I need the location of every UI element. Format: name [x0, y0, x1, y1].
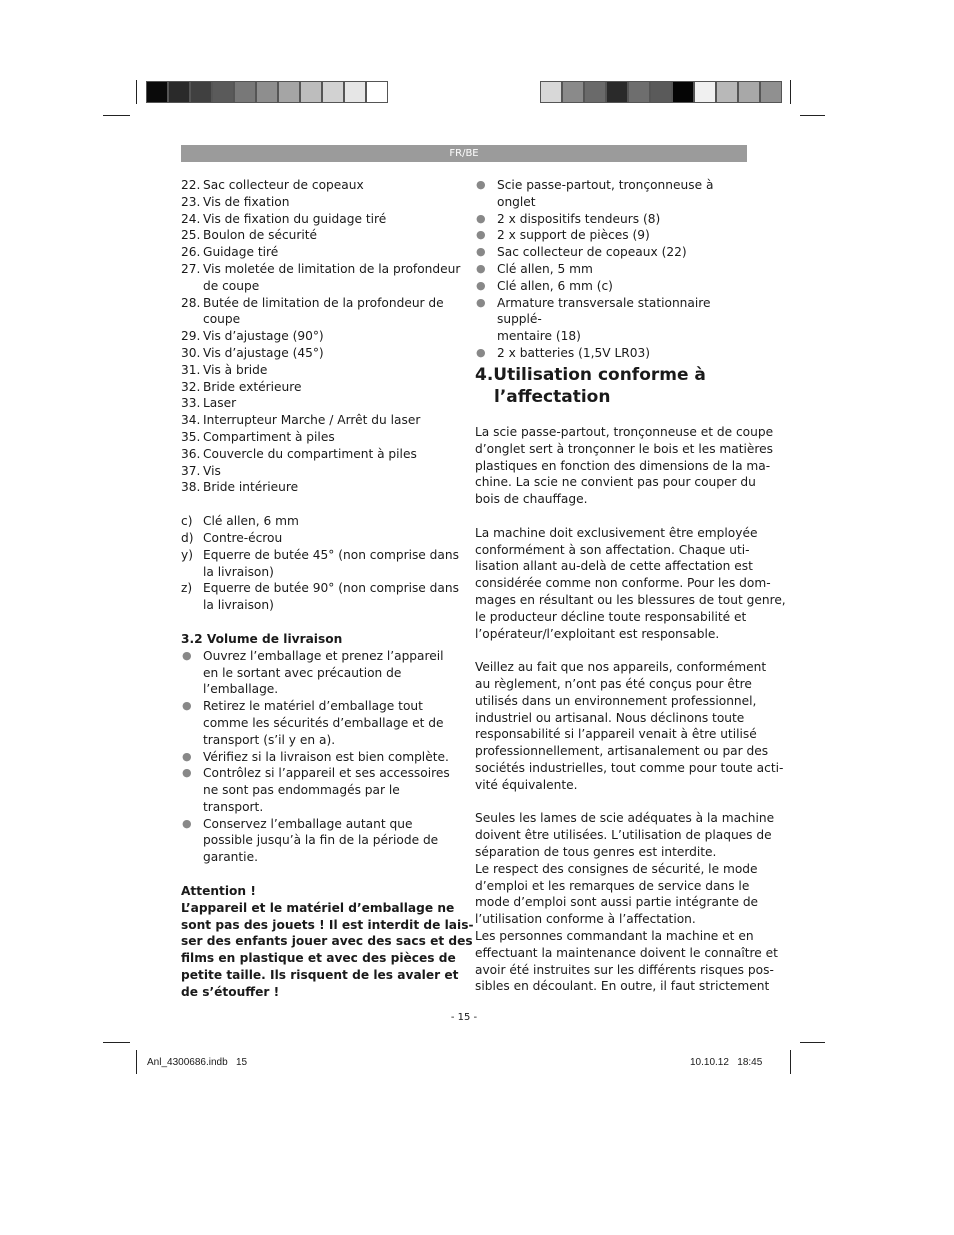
item-label: Interrupteur Marche / Arrêt du laser [203, 413, 421, 428]
item-text: Clé allen, 5 mm [497, 261, 593, 276]
color-swatch [168, 81, 190, 103]
parts-list [181, 177, 461, 496]
text-line: Le respect des consignes de sécurité, le mode [475, 861, 758, 876]
text-line: plastiques en fonction des dimensions de la ma- [475, 458, 771, 473]
item-text: Scie passe-partout, tronçonneuse à onglet [497, 178, 714, 209]
attention-warning-text [181, 900, 474, 1001]
accessory-list-item [181, 513, 461, 530]
text-line: conformément à son affectation. Chaque uti- [475, 542, 750, 557]
item-number: 33. [181, 396, 201, 411]
attention-line: films en plastique et avec des pièces de [181, 951, 456, 966]
color-calibration-bar-right [540, 81, 782, 104]
footer-filename: Anl_4300686.indb 15 [147, 1057, 248, 1068]
section-heading [475, 365, 747, 408]
item-number: 38. [181, 480, 201, 495]
item-number: c) [181, 514, 193, 529]
bullet-icon: ● [476, 345, 486, 359]
page-number: - 15 - [450, 1012, 478, 1023]
item-text: 2 x batteries (1,5V LR03) [497, 345, 650, 360]
color-swatch [540, 81, 562, 103]
bullet-icon: ● [182, 766, 192, 780]
delivery-content-item [475, 345, 747, 362]
text-line: La machine doit exclusivement être employée [475, 525, 758, 540]
text-line: doivent être utilisées. L’utilisation de plaques de [475, 828, 772, 843]
text-line: La scie passe-partout, tronçonneuse et de coupe [475, 425, 774, 439]
item-label: Vis moletée de limitation de la profondeur de coupe [203, 261, 461, 293]
color-swatch [278, 81, 300, 103]
text-line: vité équivalente. [475, 777, 578, 792]
text-line: l’utilisation conforme à l’affectation. [475, 912, 696, 927]
part-list-item [181, 362, 461, 379]
item-number: 28. [181, 295, 201, 310]
item-text: Vérifiez si la livraison est bien complète. [203, 749, 449, 764]
item-label: Vis à bride [203, 362, 268, 377]
attention-line: de s’étouffer ! [181, 984, 280, 999]
part-list-item [181, 194, 461, 211]
item-text: Conservez l’emballage autant que possible jusqu’à la fin de la période de garantie. [203, 816, 439, 865]
text-line: d’emploi et les remarques de service dans le [475, 878, 750, 893]
bullet-icon: ● [476, 245, 486, 259]
crop-mark [136, 80, 137, 104]
accessory-letter-list [181, 513, 461, 614]
text-line: utilisés dans un environnement professionnel, [475, 693, 757, 708]
text-line: sibles en découlant. En outre, il faut strictement [475, 979, 770, 994]
color-swatch [584, 81, 606, 103]
delivery-content-item [475, 295, 747, 345]
bullet-icon: ● [476, 278, 486, 292]
text-line: au règlement, n’ont pas été conçus pour être [475, 676, 752, 691]
paragraph-non-professional [475, 659, 784, 793]
item-text: Ouvrez l’emballage et prenez l’appareil en le sortant avec précaution de l’emballage. [203, 648, 444, 697]
delivery-content-item [475, 211, 747, 228]
item-number: 29. [181, 329, 201, 344]
part-list-item [181, 479, 461, 496]
color-swatch [212, 81, 234, 103]
item-number: z) [181, 581, 193, 596]
item-label: Butée de limitation de la profondeur de coupe [203, 295, 444, 327]
section-body [475, 424, 786, 995]
accessory-list-item [181, 530, 461, 547]
item-text: Armature transversale stationnaire supplé- mentaire (18) [497, 295, 711, 344]
bullet-icon: ● [476, 211, 486, 225]
crop-mark [800, 1042, 825, 1043]
item-label: Couvercle du compartiment à piles [203, 446, 417, 461]
accessory-list-item [181, 580, 461, 614]
item-text: Retirez le matériel d’emballage tout comme les sécurités d’emballage et de transport (s’il y en a). [203, 699, 444, 747]
crop-mark [103, 1042, 130, 1043]
color-calibration-bar-left [146, 81, 388, 104]
item-number: 24. [181, 211, 201, 226]
item-number: 35. [181, 429, 201, 444]
color-swatch [628, 81, 650, 103]
bullet-icon: ● [182, 648, 192, 662]
item-number: 22. [181, 178, 201, 192]
item-number: 30. [181, 345, 201, 360]
text-line: d’onglet sert à tronçonner le bois et les matières [475, 441, 774, 456]
delivery-step [181, 765, 461, 815]
part-list-item [181, 295, 461, 329]
crop-mark [790, 1050, 791, 1074]
text-line: chine. La scie ne convient pas pour couper du [475, 475, 756, 490]
delivery-step [181, 749, 461, 766]
delivery-content-item [475, 244, 747, 261]
color-swatch [562, 81, 584, 103]
text-line: le producteur décline toute responsabilité et [475, 609, 747, 624]
delivery-content-item [475, 227, 747, 244]
delivery-step [181, 648, 461, 698]
bullet-icon: ● [182, 749, 192, 763]
color-swatch [344, 81, 366, 103]
item-label: Compartiment à piles [203, 429, 335, 444]
part-list-item [181, 345, 461, 362]
part-list-item [181, 211, 461, 228]
delivery-contents-list [475, 177, 747, 362]
item-label: Vis de fixation [203, 194, 290, 209]
part-list-item [181, 244, 461, 261]
text-line: effectuant la maintenance doivent le connaître et [475, 945, 778, 960]
delivery-steps-list [181, 648, 461, 866]
item-label: Vis d’ajustage (45°) [203, 345, 324, 360]
item-label: Boulon de sécurité [203, 228, 318, 243]
section-title-line2: l’affectation [494, 386, 611, 407]
item-text: Contrôlez si l’appareil et ses accessoires ne sont pas endommagés par le transport. [203, 766, 450, 814]
part-list-item [181, 177, 461, 194]
paragraph-saw-blades [475, 810, 778, 995]
item-number: 36. [181, 446, 201, 461]
item-text: 2 x dispositifs tendeurs (8) [497, 211, 661, 226]
item-label: Vis de fixation du guidage tiré [203, 211, 387, 226]
item-number: y) [181, 547, 193, 562]
part-list-item [181, 227, 461, 244]
bullet-icon: ● [476, 295, 486, 309]
color-swatch [672, 81, 694, 103]
crop-mark [136, 1050, 137, 1074]
bullet-icon: ● [476, 261, 486, 275]
item-label: Equerre de butée 45° (non comprise dans la livraison) [203, 547, 459, 579]
footer-timestamp: 10.10.12 18:45 [690, 1057, 763, 1068]
section-title-line1: 4.Utilisation conforme à [475, 365, 706, 385]
item-number: d) [181, 530, 194, 545]
crop-mark [103, 115, 130, 116]
color-swatch [606, 81, 628, 103]
part-list-item [181, 463, 461, 480]
item-text: Sac collecteur de copeaux (22) [497, 245, 687, 260]
text-line: Les personnes commandant la machine et en [475, 928, 754, 943]
paragraph-purpose [475, 424, 774, 508]
part-list-item [181, 395, 461, 412]
item-label: Vis d’ajustage (90°) [203, 329, 324, 344]
color-swatch [322, 81, 344, 103]
delivery-content-item [475, 177, 747, 211]
color-swatch [650, 81, 672, 103]
text-line: bois de chauffage. [475, 492, 588, 507]
part-list-item [181, 379, 461, 396]
attention-line: petite taille. Ils risquent de les avaler et [181, 968, 459, 983]
item-label: Bride intérieure [203, 480, 299, 495]
item-label: Equerre de butée 90° (non comprise dans la livraison) [203, 581, 459, 613]
color-swatch [760, 81, 782, 103]
text-line: mages en résultant ou les blessures de tout genre, [475, 592, 786, 607]
color-swatch [300, 81, 322, 103]
attention-line: L’appareil et le matériel d’emballage ne [181, 900, 455, 915]
item-number: 32. [181, 379, 201, 394]
part-list-item [181, 328, 461, 345]
item-number: 25. [181, 228, 201, 243]
accessory-list-item [181, 547, 461, 581]
delivery-step [181, 698, 461, 748]
crop-mark [800, 115, 825, 116]
color-swatch [190, 81, 212, 103]
text-line: avoir été instruites sur les différents risques pos- [475, 962, 774, 977]
item-number: 31. [181, 362, 201, 377]
item-label: Bride extérieure [203, 379, 302, 394]
attention-title: Attention ! [181, 884, 256, 899]
left-column [181, 177, 474, 1001]
delivery-step [181, 816, 461, 866]
text-line: Seules les lames de scie adéquates à la machine [475, 811, 775, 826]
delivery-content-item [475, 278, 747, 295]
item-label: Guidage tiré [203, 245, 279, 260]
bullet-icon: ● [476, 228, 486, 242]
color-swatch [146, 81, 168, 103]
item-number: 27. [181, 261, 201, 276]
text-line: considérée comme non conforme. Pour les dom- [475, 576, 771, 591]
text-line: séparation de tous genres est interdite. [475, 844, 717, 859]
language-header: FR/BE [181, 145, 747, 162]
item-label: Sac collecteur de copeaux [203, 178, 364, 192]
attention-line: sont pas des jouets ! Il est interdit de lais- [181, 917, 474, 932]
bullet-icon: ● [182, 699, 192, 713]
color-swatch [738, 81, 760, 103]
text-line: sociétés industrielles, tout comme pour toute acti- [475, 760, 784, 775]
part-list-item [181, 412, 461, 429]
paragraph-exclusive-use [475, 525, 786, 643]
right-column [475, 177, 747, 362]
part-list-item [181, 446, 461, 463]
color-swatch [716, 81, 738, 103]
crop-mark [790, 80, 791, 104]
part-list-item [181, 261, 461, 295]
item-label: Clé allen, 6 mm [203, 514, 299, 529]
part-list-item [181, 429, 461, 446]
attention-line: ser des enfants jouer avec des sacs et des [181, 934, 473, 949]
color-swatch [234, 81, 256, 103]
color-swatch [694, 81, 716, 103]
bullet-icon: ● [182, 816, 192, 830]
item-text: 2 x support de pièces (9) [497, 228, 650, 243]
delivery-content-item [475, 261, 747, 278]
text-line: Veillez au fait que nos appareils, conformément [475, 660, 767, 675]
text-line: mode d’emploi sont aussi partie intégrante de [475, 895, 759, 910]
item-number: 26. [181, 245, 201, 260]
delivery-heading: 3.2 Volume de livraison [181, 631, 343, 646]
text-line: l’opérateur/l’exploitant est responsable. [475, 626, 720, 641]
item-text: Clé allen, 6 mm (c) [497, 278, 613, 293]
item-number: 34. [181, 413, 201, 428]
text-line: professionnellement, artisanalement ou par des [475, 744, 769, 759]
text-line: responsabilité si l’appareil venait à être utilisé [475, 727, 757, 742]
text-line: lisation allant au-delà de cette affectation est [475, 559, 753, 574]
item-label: Contre-écrou [203, 530, 283, 545]
bullet-icon: ● [476, 178, 486, 191]
item-number: 23. [181, 194, 201, 209]
item-label: Vis [203, 463, 221, 478]
color-swatch [256, 81, 278, 103]
item-number: 37. [181, 463, 201, 478]
item-label: Laser [203, 396, 237, 411]
color-swatch [366, 81, 388, 103]
text-line: industriel ou artisanal. Nous déclinons toute [475, 710, 745, 725]
